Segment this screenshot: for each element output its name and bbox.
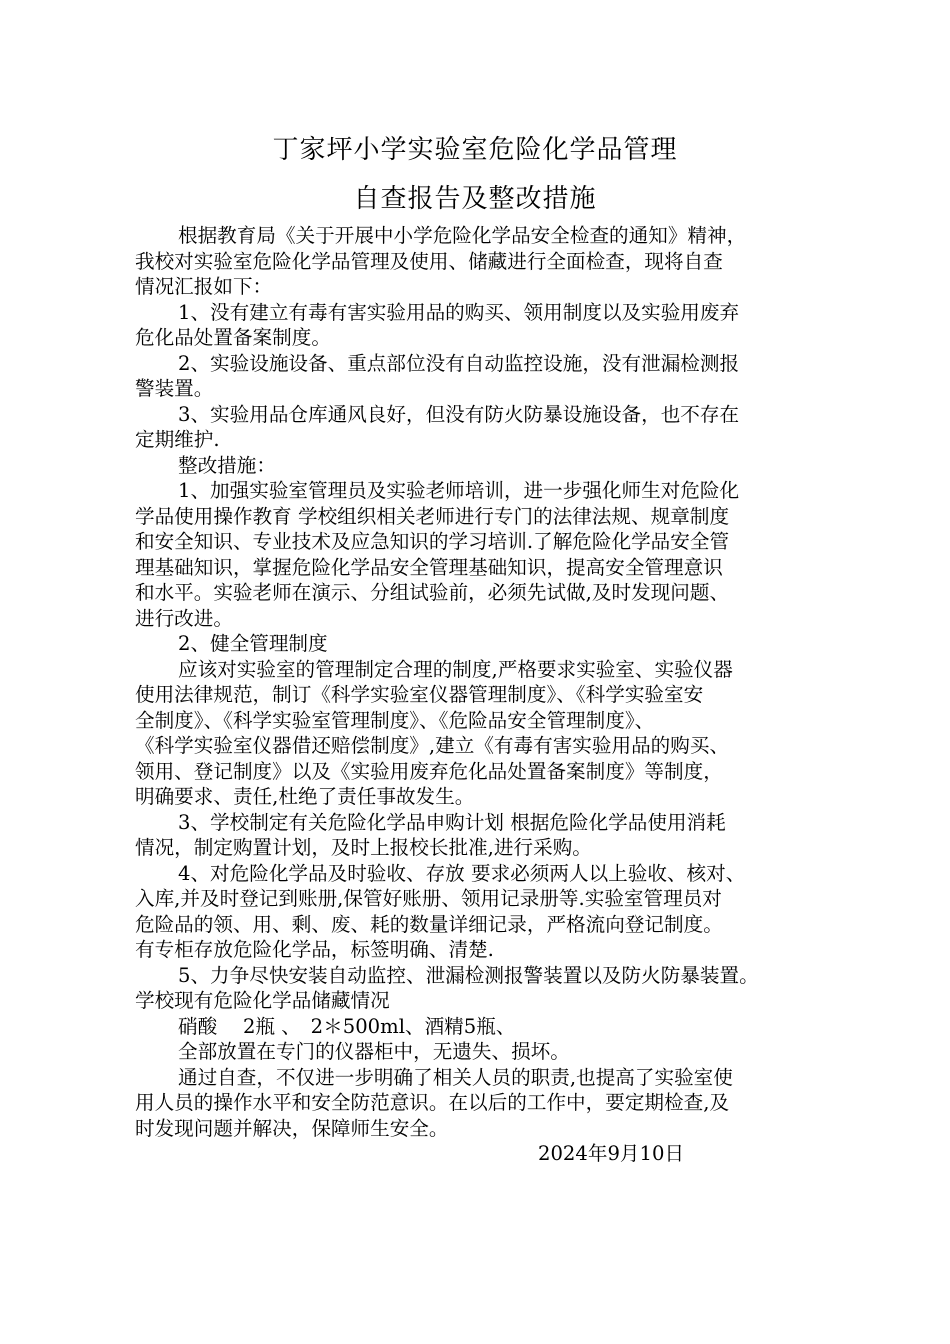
- body-line: 1、没有建立有毒有害实验用品的购买、领用制度以及实验用废弃: [178, 300, 740, 324]
- document-date: 2024年9月10日: [538, 1142, 685, 1165]
- body-line: 进行改进。: [135, 606, 233, 630]
- body-line: 定期维护.: [135, 428, 220, 451]
- body-line: 危化品处置备案制度。: [135, 326, 331, 349]
- document-title-line-1: 丁家坪小学实验室危险化学品管理: [272, 135, 678, 165]
- body-line: 全制度》、《科学实验室管理制度》、《危险品安全管理制度》、: [135, 708, 655, 732]
- body-line: 有专柜存放危险化学品，标签明确、清楚.: [135, 938, 494, 961]
- body-line: 明确要求、责任,杜绝了责任事故发生。: [135, 785, 475, 808]
- body-line: 4、对危险化学品及时验收、存放 要求必须两人以上验收、核对、: [178, 861, 746, 885]
- section-heading: 整改措施：: [178, 453, 276, 477]
- document-title-line-2: 自查报告及整改措施: [353, 184, 597, 214]
- body-line: 《科学实验室仪器借还赔偿制度》,建立《有毒有害实验用品的购买、: [135, 734, 730, 757]
- section-heading: 2、健全管理制度: [178, 632, 328, 655]
- document-body: [135, 223, 895, 1167]
- body-line: 学校现有危险化学品储藏情况: [135, 989, 390, 1012]
- body-line: 和水平。实验老师在演示、分组试验前，必须先试做,及时发现问题、: [135, 581, 730, 604]
- body-line: 我校对实验室危险化学品管理及使用、储藏进行全面检查，现将自查: [135, 249, 723, 273]
- body-line: 3、学校制定有关危险化学品申购计划 根据危险化学品使用消耗: [178, 810, 726, 834]
- body-line: 警装置。: [135, 377, 214, 400]
- body-line: 学品使用操作教育 学校组织相关老师进行专门的法律法规、规章制度: [135, 504, 730, 528]
- body-line: 时发现问题并解决，保障师生安全。: [135, 1116, 449, 1140]
- body-line: 入库,并及时登记到账册,保管好账册、领用记录册等.实验室管理员对: [135, 887, 722, 910]
- body-line: 危险品的领、用、剩、废、耗的数量详细记录，严格流向登记制度。: [135, 912, 723, 936]
- body-line: 5、力争尽快安装自动监控、泄漏检测报警装置以及防火防暴装置。: [178, 963, 759, 987]
- body-line: 通过自查，不仅进一步明确了相关人员的职责,也提高了实验室使: [178, 1065, 733, 1089]
- body-line: 用人员的操作水平和安全防范意识。在以后的工作中，要定期检查,及: [135, 1091, 730, 1114]
- body-line: 3、实验用品仓库通风良好，但没有防火防暴设施设备，也不存在: [178, 402, 740, 426]
- body-line: 1、加强实验室管理员及实验老师培训，进一步强化师生对危险化: [178, 479, 740, 502]
- body-line: 应该对实验室的管理制定合理的制度,严格要求实验室、实验仪器: [178, 657, 733, 681]
- body-line: 理基础知识，掌握危险化学品安全管理基础知识，提高安全管理意识: [135, 555, 723, 579]
- body-line: 根据教育局《关于开展中小学危险化学品安全检查的通知》精神，: [178, 224, 747, 247]
- body-line: 全部放置在专门的仪器柜中，无遗失、损坏。: [178, 1040, 570, 1063]
- body-line: 情况汇报如下：: [135, 275, 273, 298]
- body-line: 情况，制定购置计划，及时上报校长批准,进行采购。: [135, 836, 592, 859]
- body-line: 和安全知识、专业技术及应急知识的学习培训.了解危险化学品安全管: [135, 530, 730, 553]
- body-line: 领用、登记制度》以及《实验用废弃危化品处置备案制度》等制度，: [135, 759, 723, 783]
- body-line: 2、实验设施设备、重点部位没有自动监控设施，没有泄漏检测报: [178, 351, 740, 375]
- body-line: 使用法律规范，制订《科学实验室仪器管理制度》、《科学实验室安: [135, 683, 704, 706]
- inventory-line: 硝酸 2瓶 、 2＊500ml、酒精5瓶、: [178, 1014, 516, 1038]
